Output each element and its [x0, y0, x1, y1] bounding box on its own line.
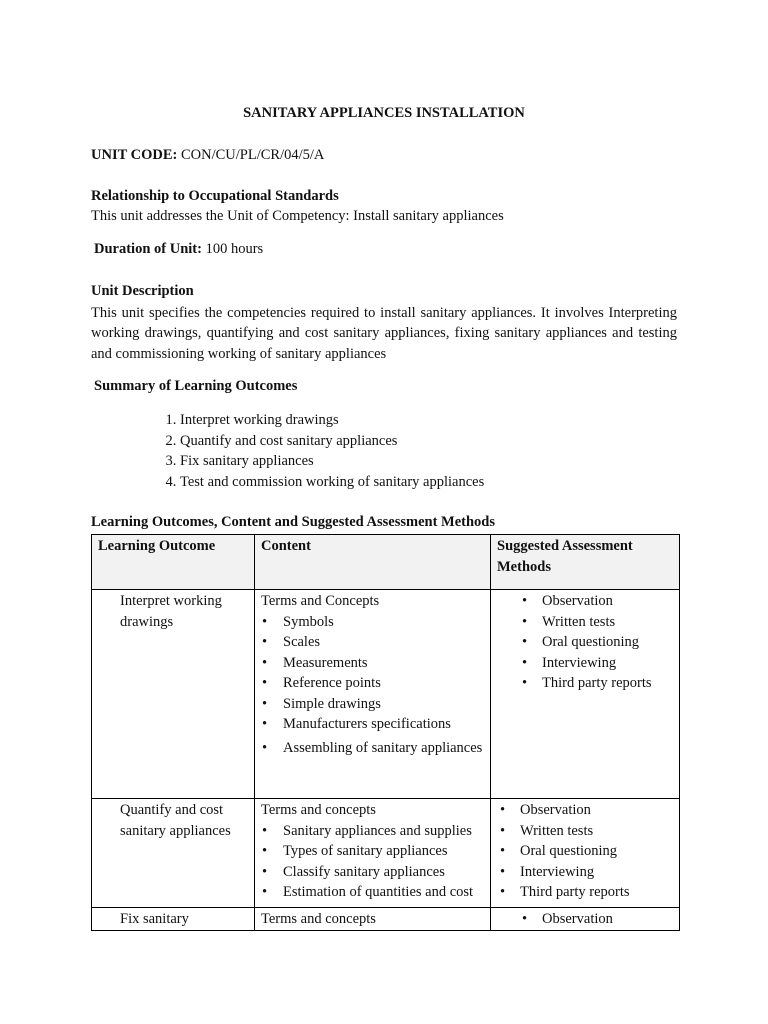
assessment-item: • Observation [491, 909, 677, 930]
content-item: • Estimation of quantities and cost [261, 882, 486, 903]
content-item: • Manufacturers specifications [261, 714, 486, 735]
content-intro: Terms and Concepts [261, 593, 380, 609]
header-learning-outcome: Learning Outcome [92, 535, 255, 590]
assessment-cell [491, 908, 680, 931]
summary-heading: Summary of Learning Outcomes [94, 378, 298, 394]
content-list [261, 821, 486, 903]
content-item: • Classify sanitary appliances [261, 862, 486, 883]
outcome-cell: Fix sanitary [92, 908, 255, 931]
assessment-item: • Observation [491, 800, 677, 821]
content-item: • Measurements [261, 653, 486, 674]
outcome-cell: Interpret working drawings [92, 590, 255, 799]
description-text: This unit specifies the competencies required to install sanitary appliances. It involves Interpreting working drawings, quantifying and cost sanitary appliances, fixing sanitary appliances and testing and commissioning working of sanitary appliances [91, 305, 677, 362]
content-item: • Simple drawings [261, 694, 486, 715]
duration-value: 100 hours [205, 241, 264, 257]
table-caption: Learning Outcomes, Content and Suggested Assessment Methods [91, 514, 496, 530]
summary-outcome-item: 3. Fix sanitary appliances [180, 451, 484, 472]
content-intro: Terms and concepts [261, 802, 376, 818]
content-item: • Reference points [261, 673, 486, 694]
assessment-item: • Interviewing [491, 653, 677, 674]
table-header-row [92, 535, 680, 590]
content-item: • Symbols [261, 612, 486, 633]
content-cell [255, 590, 491, 799]
content-intro: Terms and concepts [261, 911, 376, 927]
document-title: SANITARY APPLIANCES INSTALLATION [243, 105, 525, 121]
relationship-heading: Relationship to Occupational Standards [91, 188, 339, 204]
unit-code-line [91, 147, 324, 164]
content-cell [255, 908, 491, 931]
description-heading: Unit Description [91, 283, 194, 299]
content-item: • Types of sanitary appliances [261, 841, 486, 862]
assessment-cell [491, 799, 680, 908]
duration-line [94, 241, 263, 258]
summary-outcome-item: 4. Test and commission working of sanitary appliances [180, 472, 484, 493]
outcome-cell: Quantify and cost sanitary appliances [92, 799, 255, 908]
assessment-list [491, 909, 677, 930]
duration-label: Duration of Unit: [94, 241, 202, 257]
content-list [261, 612, 486, 759]
assessment-list [491, 800, 677, 903]
assessment-item: • Written tests [491, 612, 677, 633]
header-assessment: Suggested Assessment Methods [491, 535, 680, 590]
summary-outcomes-list [140, 410, 484, 493]
assessment-item: • Oral questioning [491, 841, 677, 862]
assessment-item: • Interviewing [491, 862, 677, 883]
content-item: • Sanitary appliances and supplies [261, 821, 486, 842]
summary-outcome-item: 1. Interpret working drawings [180, 410, 484, 431]
unit-code-value: CON/CU/PL/CR/04/5/A [180, 147, 325, 163]
unit-code-label: UNIT CODE: [91, 147, 178, 163]
table-row [92, 799, 680, 908]
header-content: Content [255, 535, 491, 590]
assessment-item: • Observation [491, 591, 677, 612]
assessment-item: • Third party reports [491, 673, 677, 694]
assessment-item: • Oral questioning [491, 632, 677, 653]
table-row [92, 590, 680, 799]
content-item: • Scales [261, 632, 486, 653]
assessment-item: • Third party reports [491, 882, 677, 903]
assessment-list [491, 591, 677, 694]
assessment-item: • Written tests [491, 821, 677, 842]
assessment-cell [491, 590, 680, 799]
relationship-text: This unit addresses the Unit of Competency: Install sanitary appliances [91, 208, 504, 224]
summary-outcome-item: 2. Quantify and cost sanitary appliances [180, 431, 484, 452]
assessment-table [91, 534, 680, 931]
content-item: • Assembling of sanitary appliances [261, 738, 486, 759]
content-cell [255, 799, 491, 908]
table-row [92, 908, 680, 931]
